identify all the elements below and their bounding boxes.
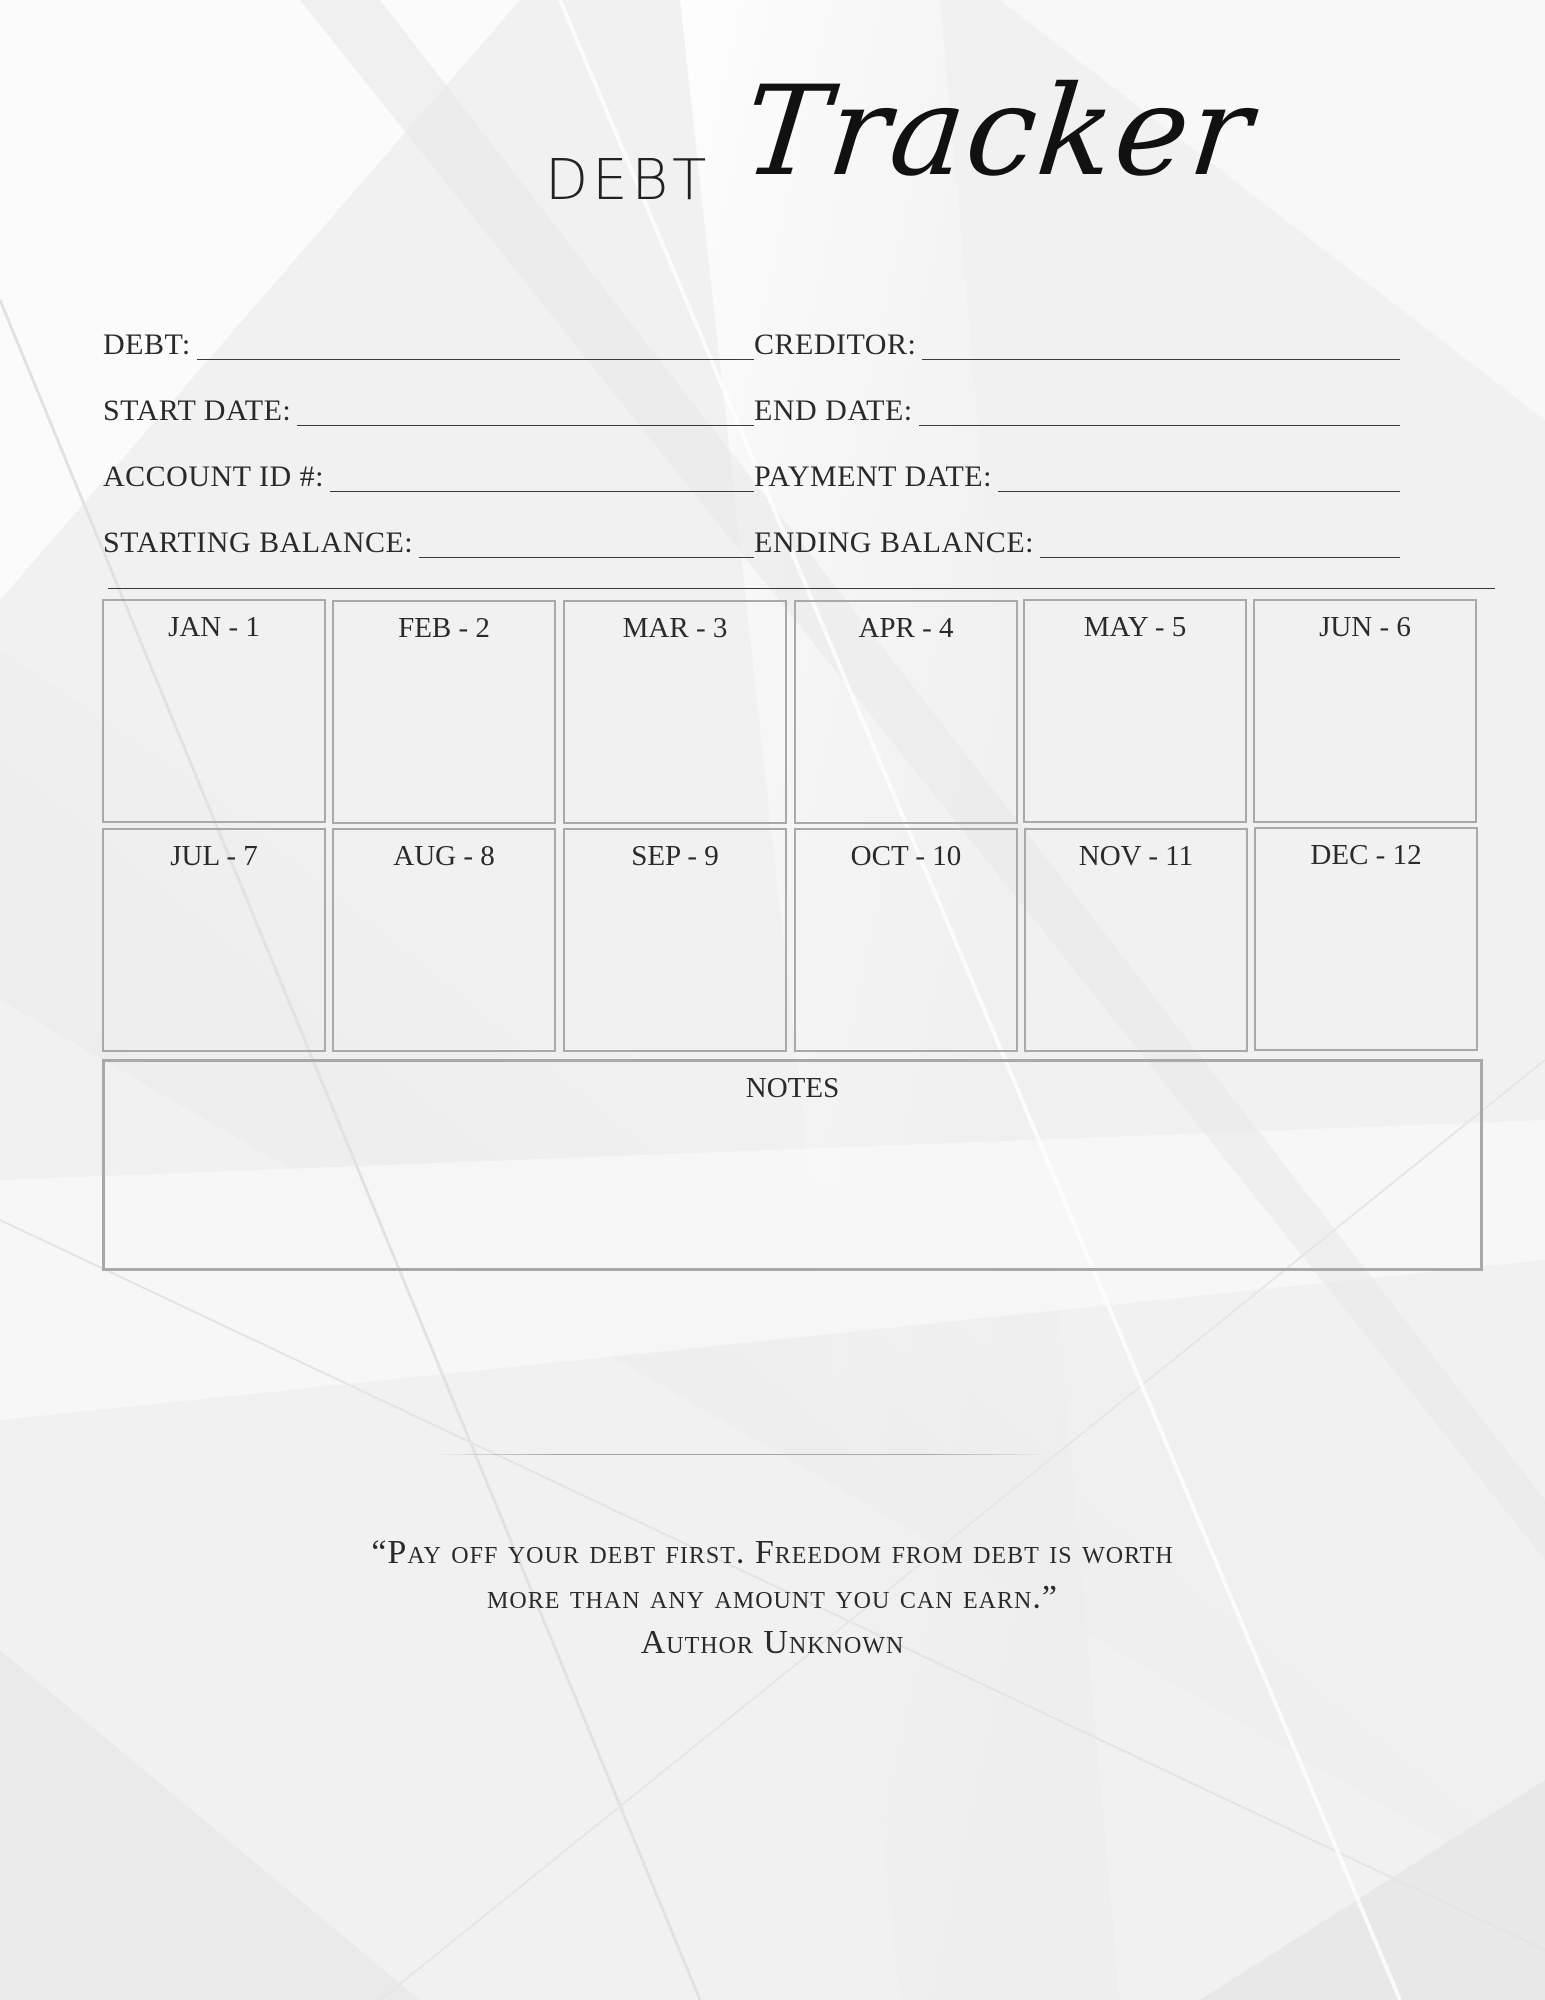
month-cell-jul[interactable]: JUL - 7 bbox=[102, 828, 326, 1052]
quote-line-2: more than any amount you can earn.” bbox=[487, 1579, 1058, 1616]
field-row-balance bbox=[103, 520, 1403, 586]
payment-date-label: PAYMENT DATE: bbox=[754, 460, 992, 493]
account-id-label: ACCOUNT ID #: bbox=[103, 460, 324, 493]
month-cell-mar[interactable]: MAR - 3 bbox=[563, 600, 787, 824]
starting-balance-input-line[interactable] bbox=[419, 557, 754, 558]
debt-input-line[interactable] bbox=[197, 359, 754, 360]
month-cell-sep[interactable]: SEP - 9 bbox=[563, 828, 787, 1052]
starting-balance-label: STARTING BALANCE: bbox=[103, 526, 414, 559]
quote-divider bbox=[430, 1454, 1050, 1455]
notes-box[interactable] bbox=[102, 1059, 1483, 1271]
debt-label: DEBT: bbox=[103, 328, 191, 361]
start-date-field[interactable] bbox=[103, 388, 754, 432]
title-tracker-word: Tracker bbox=[737, 60, 1260, 204]
month-cell-oct[interactable]: OCT - 10 bbox=[794, 828, 1018, 1052]
payment-date-field[interactable] bbox=[754, 454, 1400, 498]
creditor-field[interactable] bbox=[754, 322, 1400, 366]
field-row-account bbox=[103, 454, 1403, 520]
start-date-label: START DATE: bbox=[103, 394, 292, 427]
ending-balance-field[interactable] bbox=[754, 520, 1400, 564]
month-cell-jan[interactable]: JAN - 1 bbox=[102, 599, 326, 823]
field-row-debt bbox=[103, 322, 1403, 388]
ending-balance-label: ENDING BALANCE: bbox=[754, 526, 1034, 559]
month-cell-feb[interactable]: FEB - 2 bbox=[332, 600, 556, 824]
payment-date-input-line[interactable] bbox=[998, 491, 1400, 492]
end-date-input-line[interactable] bbox=[919, 425, 1400, 426]
account-id-input-line[interactable] bbox=[330, 491, 754, 492]
end-date-field[interactable] bbox=[754, 388, 1400, 432]
starting-balance-field[interactable] bbox=[103, 520, 754, 564]
month-cell-nov[interactable]: NOV - 11 bbox=[1024, 828, 1248, 1052]
notes-label: NOTES bbox=[745, 1072, 840, 1104]
section-divider-line bbox=[108, 588, 1495, 589]
ending-balance-input-line[interactable] bbox=[1040, 557, 1400, 558]
quote-line-1: “Pay off your debt first. Freedom from debt is worth bbox=[371, 1534, 1174, 1571]
month-cell-jun[interactable]: JUN - 6 bbox=[1253, 599, 1477, 823]
creditor-label: CREDITOR: bbox=[754, 328, 917, 361]
start-date-input-line[interactable] bbox=[297, 425, 754, 426]
end-date-label: END DATE: bbox=[754, 394, 913, 427]
month-cell-aug[interactable]: AUG - 8 bbox=[332, 828, 556, 1052]
month-cell-dec[interactable]: DEC - 12 bbox=[1254, 827, 1478, 1051]
title-debt-word: DEBT bbox=[545, 148, 711, 213]
month-cell-apr[interactable]: APR - 4 bbox=[794, 600, 1018, 824]
page-title bbox=[545, 60, 1260, 250]
month-cell-may[interactable]: MAY - 5 bbox=[1023, 599, 1247, 823]
quote-block bbox=[200, 1530, 1345, 1665]
debt-info-fields bbox=[103, 322, 1403, 586]
creditor-input-line[interactable] bbox=[922, 359, 1400, 360]
quote-author: Author Unknown bbox=[640, 1624, 905, 1661]
account-id-field[interactable] bbox=[103, 454, 754, 498]
field-row-dates bbox=[103, 388, 1403, 454]
debt-field[interactable] bbox=[103, 322, 754, 366]
